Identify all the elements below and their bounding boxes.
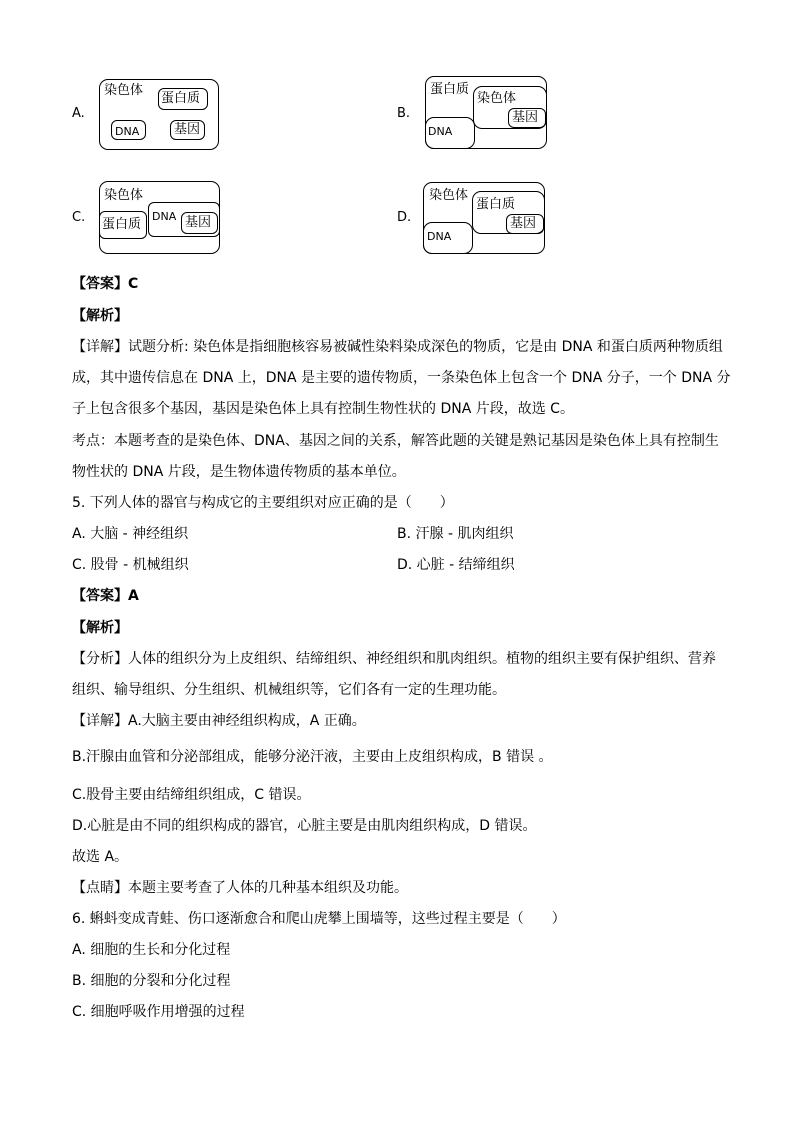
q5-fenxi-line-1: 【分析】人体的组织分为上皮组织、结缔组织、神经组织和肌肉组织。植物的组织主要有保护组织、营养 [72, 651, 716, 667]
gene-label: 基因 [174, 122, 201, 137]
q4-answer-text: 【答案】C [72, 276, 139, 292]
option-label-a: A. [72, 106, 85, 121]
protein-label: 蛋白质 [476, 197, 516, 212]
q5-option-d: D. 心脏 - 结缔组织 [397, 557, 515, 573]
q6-option-c: C. 细胞呼吸作用增强的过程 [72, 1004, 245, 1020]
dna-label: DNA [115, 125, 140, 138]
protein-label: 蛋白质 [430, 82, 470, 97]
q6-option-b: B. 细胞的分裂和分化过程 [72, 973, 231, 989]
option-label-c: C. [72, 210, 86, 225]
option-label-b: B. [397, 106, 411, 121]
q5-detail-line-1: 【详解】A.大脑主要由神经组织构成，A 正确。 [72, 713, 366, 729]
q4-detail-line-3: 子上包含很多个基因，基因是染色体上具有控制生物性状的 DNA 片段，故选 C。 [72, 401, 574, 417]
q5-option-a: A. 大脑 - 神经组织 [72, 526, 189, 542]
gene-label: 基因 [185, 215, 212, 230]
protein-label: 蛋白质 [161, 91, 201, 106]
q5-detail-line-3: C.股骨主要由结缔组织组成，C 错误。 [72, 787, 311, 803]
dna-label: DNA [152, 210, 177, 223]
q5-answer: 【答案】A [72, 588, 139, 604]
q6-option-a: A. 细胞的生长和分化过程 [72, 942, 231, 958]
q5-stem: 5. 下列人体的器官与构成它的主要组织对应正确的是（ ） [72, 495, 454, 511]
chromosome-label: 染色体 [477, 91, 517, 106]
q4-detail-line-1: 【详解】试题分析: 染色体是指细胞核容易被碱性染料染成深色的物质，它是由 DNA 和蛋白质两种物质组 [72, 339, 723, 355]
q5-analysis-header: 【解析】 [72, 620, 128, 636]
chromosome-label: 染色体 [104, 83, 144, 98]
option-label-d: D. [397, 210, 412, 225]
q4-analysis-header: 【解析】 [72, 308, 128, 324]
q4-answer [72, 274, 138, 294]
q5-option-b: B. 汗腺 - 肌肉组织 [397, 526, 514, 542]
gene-label: 基因 [510, 216, 537, 231]
dna-label: DNA [427, 230, 452, 243]
q4-kaodian-line-2: 物性状的 DNA 片段，是生物体遗传物质的基本单位。 [72, 464, 406, 480]
q6-stem: 6. 蝌蚪变成青蛙、伤口逐渐愈合和爬山虎攀上围墙等，这些过程主要是（ ） [72, 911, 566, 927]
chromosome-label: 染色体 [429, 188, 469, 203]
q4-detail-line-2: 成，其中遗传信息在 DNA 上，DNA 是主要的遗传物质，一条染色体上包含一个 DNA 分子，一个 DNA 分 [72, 370, 731, 386]
q5-fenxi-line-2: 组织、输导组织、分生组织、机械组织等，它们各有一定的生理功能。 [72, 682, 506, 698]
q5-option-c: C. 股骨 - 机械组织 [72, 557, 189, 573]
q5-detail-line-4: D.心脏是由不同的组织构成的器官，心脏主要是由肌肉组织构成，D 错误。 [72, 818, 537, 834]
dna-label: DNA [428, 125, 453, 138]
chromosome-label: 染色体 [104, 188, 144, 203]
q4-kaodian-line-1: 考点：本题考查的是染色体、DNA、基因之间的关系，解答此题的关键是熟记基因是染色体上具有控制生 [72, 433, 719, 449]
q5-detail-line-5: 故选 A。 [72, 849, 129, 865]
q5-detail-line-2: B.汗腺由血管和分泌部组成，能够分泌汗液，主要由上皮组织构成，B 错误 。 [72, 749, 553, 765]
gene-label: 基因 [512, 110, 539, 125]
q5-dianjing: 【点睛】本题主要考查了人体的几种基本组织及功能。 [72, 880, 408, 896]
protein-label: 蛋白质 [102, 217, 142, 232]
